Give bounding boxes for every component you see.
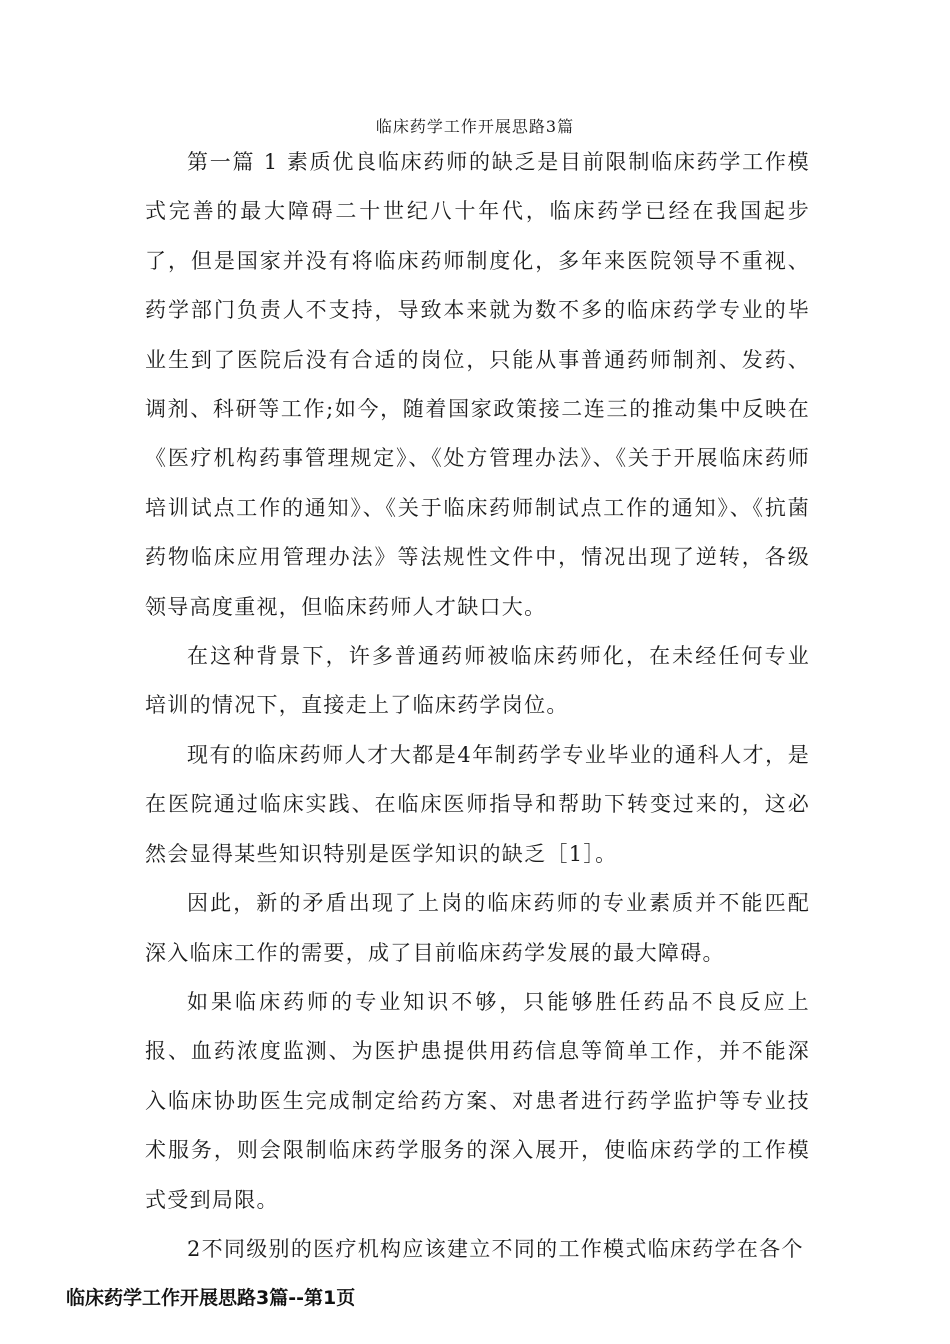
paragraph: 因此，新的矛盾出现了上岗的临床药师的专业素质并不能匹配深入临床工作的需要，成了目前临床药学发展的最大障碍。: [145, 891, 810, 965]
paragraph: 现有的临床药师人才大都是4年制药学专业毕业的通科人才，是在医院通过临床实践、在临床医师指导和帮助下转变过来的，这必然会显得某些知识特别是医学知识的缺乏［1］。: [145, 742, 810, 866]
paragraph: 2不同级别的医疗机构应该建立不同的工作模式临床药学在各个: [187, 1236, 804, 1261]
document-title: 临床药学工作开展思路3篇: [375, 117, 575, 136]
document-body: [145, 138, 810, 1274]
page-footer: 临床药学工作开展思路3篇--第1页: [66, 1287, 356, 1309]
paragraph: 如果临床药师的专业知识不够，只能够胜任药品不良反应上报、血药浓度监测、为医护患提供用药信息等简单工作，并不能深入临床协助医生完成制定给药方案、对患者进行药学监护等专业技术服务，则会限制临床药学服务的深入展开，使临床药学的工作模式受到局限。: [145, 989, 810, 1212]
paragraph: 第一篇 1 素质优良临床药师的缺乏是目前限制临床药学工作模式完善的最大障碍二十世纪八十年代，临床药学已经在我国起步了，但是国家并没有将临床药师制度化，多年来医院领导不重视、药学部门负责人不支持，导致本来就为数不多的临床药学专业的毕业生到了医院后没有合适的岗位，只能从事普通药师制剂、发药、调剂、科研等工作;如今，随着国家政策接二连三的推动集中反映在《医疗机构药事管理规定》、《处方管理办法》、《关于开展临床药师培训试点工作的通知》、《关于临床药师制试点工作的通知》、《抗菌药物临床应用管理办法》等法规性文件中，情况出现了逆转，各级领导高度重视，但临床药师人才缺口大。: [145, 150, 810, 619]
paragraph: 在这种背景下，许多普通药师被临床药师化，在未经任何专业培训的情况下，直接走上了临床药学岗位。: [145, 644, 810, 718]
